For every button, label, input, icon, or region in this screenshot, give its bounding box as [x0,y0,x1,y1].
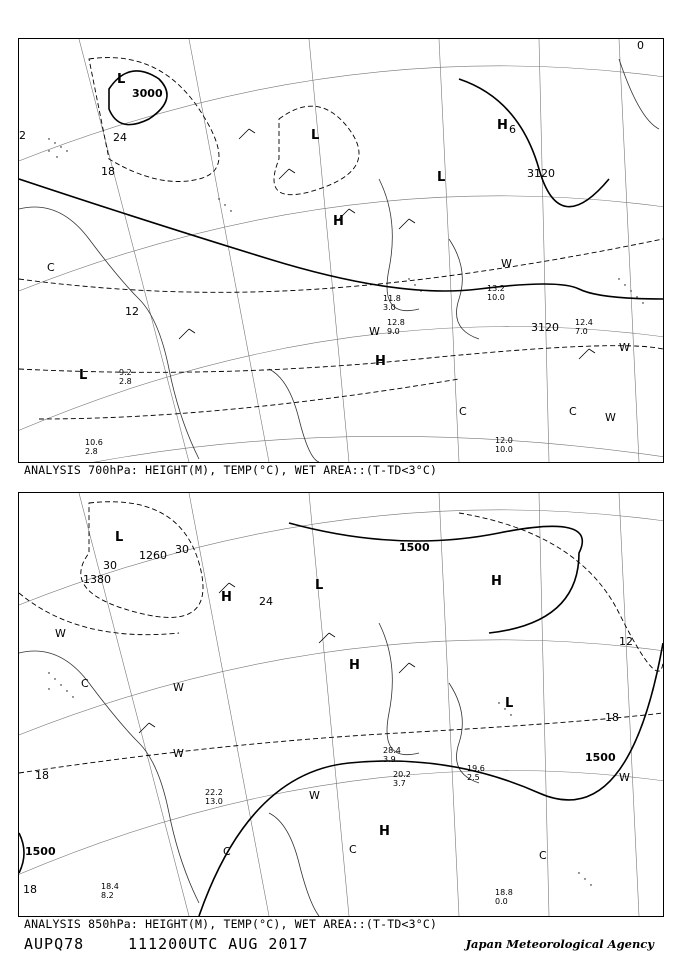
lat-lon-grid [19,493,663,916]
map-850hpa [19,493,663,916]
station-plots [101,746,513,906]
pressure-centers [79,72,508,383]
station-plot: 18.8 0.0 [495,888,513,906]
height-contours [19,523,663,916]
station-plot: 12.4 7.0 [575,318,593,336]
low-center: L [437,170,446,185]
warm-cold-marks [55,627,630,862]
station-plot: 10.6 2.8 [85,438,103,456]
cold-mark: C [569,405,577,418]
warm-mark: W [173,681,184,694]
station-plot: 18.4 8.2 [101,882,119,900]
temp-label: 18 [35,769,49,782]
cold-mark: C [81,677,89,690]
high-center: H [221,590,232,605]
station-plot: 12.8 9.0 [387,318,405,336]
low-center: L [311,128,320,143]
station-plot: 12.0 10.0 [495,436,513,454]
product-code: AUPQ78 [24,935,85,953]
cold-mark: C [539,849,547,862]
height-label: 3120 [531,321,559,334]
panel-caption: ANALYSIS 850hPa: HEIGHT(M), TEMP(°C), WET AREA::(T-TD<3°C) [24,917,438,931]
temp-label: 24 [113,131,127,144]
height-label: 3120 [527,167,555,180]
cold-mark: C [223,845,231,858]
valid-time: 111200UTC AUG 2017 [128,935,309,953]
warm-mark: W [605,411,616,424]
warm-mark: W [501,257,512,270]
warm-mark: W [619,771,630,784]
station-plot: 13.2 10.0 [487,284,505,302]
cold-mark: C [47,261,55,274]
warm-mark: W [619,341,630,354]
temp-label: 18 [101,165,115,178]
temp-label: 2 [19,129,26,142]
temp-label: 30 [175,543,189,556]
height-label: 1500 [25,845,56,858]
station-plot: 20.2 3.7 [393,770,411,788]
temp-label: 30 [103,559,117,572]
high-center: H [375,354,386,369]
station-plots [85,284,593,456]
temp-label: 24 [259,595,273,608]
station-plot: 28.4 3.9 [383,746,401,764]
low-center: L [315,578,324,593]
temp-label: 18 [605,711,619,724]
low-center: L [115,530,124,545]
chart-panel-850hpa [18,492,664,917]
map-700hpa [19,39,663,462]
warm-mark: W [55,627,66,640]
wind-barbs [139,583,415,733]
panel-caption: ANALYSIS 700hPa: HEIGHT(M), TEMP(°C), WET AREA::(T-TD<3°C) [24,463,438,477]
high-center: H [491,574,502,589]
high-center: H [497,118,508,133]
height-contours [19,71,663,299]
chart-panel-700hpa [18,38,664,463]
height-label: 3000 [132,87,163,100]
cold-mark: C [459,405,467,418]
station-plot: 11.8 3.0 [383,294,401,312]
low-center: L [505,696,514,711]
height-label: 1380 [83,573,111,586]
lat-lon-grid [19,39,663,462]
station-plot: 9.2 2.8 [119,368,132,386]
warm-mark: W [309,789,320,802]
warm-cold-marks [47,257,630,424]
agency-credit: Japan Meteorological Agency [465,937,654,951]
station-plot: 22.2 13.0 [205,788,223,806]
temp-label: 18 [23,883,37,896]
low-center: L [79,368,88,383]
high-center: H [349,658,360,673]
high-center: H [379,824,390,839]
height-label: 1500 [585,751,616,764]
warm-mark: W [173,747,184,760]
temp-label: 6 [509,123,516,136]
temp-label: 12 [619,635,633,648]
station-plot: 19.6 2.5 [467,764,485,782]
temperature-isotherms [19,58,663,419]
temp-label: 12 [125,305,139,318]
cold-mark: C [349,843,357,856]
high-center: H [333,214,344,229]
height-label: 1260 [139,549,167,562]
temp-label: 0 [637,39,644,52]
low-center: L [117,72,126,87]
warm-mark: W [369,325,380,338]
height-label: 1500 [399,541,430,554]
